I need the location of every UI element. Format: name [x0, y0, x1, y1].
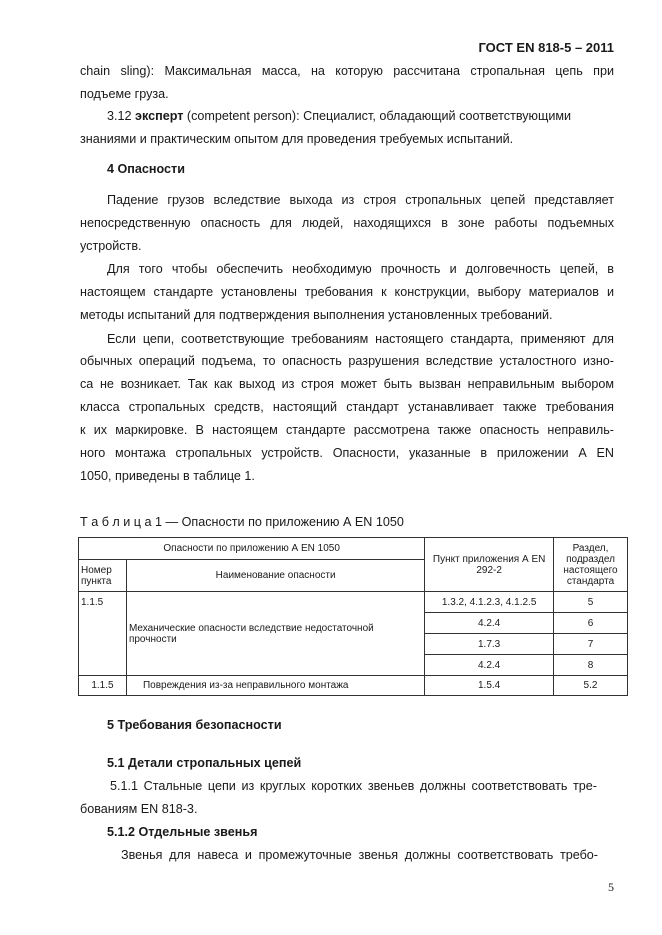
- paragraph-line: са не возникает. Так как выход из строя может быть вызван неправильным выбором: [80, 377, 614, 391]
- paragraph-line: методы испытаний для подтверждения выполнения установленных требований.: [80, 308, 553, 322]
- paragraph-line: класса стропальных средств, настоящий стандарт устанавливает также требования: [80, 400, 614, 414]
- table-group-header: Опасности по приложению А EN 1050: [79, 538, 425, 560]
- table-cell-clause: 4.2.4: [425, 613, 554, 634]
- definition-term: эксперт: [135, 109, 184, 123]
- paragraph-line: непосредственную опасность для людей, находящихся в зоне работы подъемных: [80, 216, 614, 230]
- page-number: 5: [608, 880, 614, 894]
- table-cell-name: Повреждения из-за неправильного монтажа: [126, 676, 424, 696]
- section-heading-5-1: 5.1 Детали стропальных цепей: [107, 756, 302, 770]
- table-header-number: Номер пункта: [79, 560, 127, 592]
- table-header-clause: Пункт приложения А EN 292-2: [425, 538, 554, 592]
- table-cell-clause: 1.7.3: [425, 634, 554, 655]
- definition-number: 3.12: [107, 109, 136, 123]
- paragraph-line: Падение грузов вследствие выхода из строя стропальных цепей представляет: [107, 193, 614, 207]
- paragraph-line: настоящем стандарте установлены требования к конструкции, выбору материалов и: [80, 285, 614, 299]
- table-cell-clause: 1.5.4: [425, 676, 554, 696]
- paragraph-line: знаниями и практическим опытом для проведения требуемых испытаний.: [80, 132, 514, 146]
- section-heading-5-1-2: 5.1.2 Отдельные звенья: [107, 825, 258, 839]
- table-cell-clause: 4.2.4: [425, 655, 554, 676]
- table-cell-section: 5: [554, 592, 628, 613]
- paragraph-line: Звенья для навеса и промежуточные звенья должны соответствовать требо-: [121, 848, 598, 862]
- paragraph-line: 5.1.1 Стальные цепи из круглых коротких звеньев должны соответствовать тре-: [110, 779, 597, 793]
- table-cell-section: 5.2: [554, 676, 628, 696]
- table-header-section: Раздел, подраздел настоящего стандарта: [554, 538, 628, 592]
- section-heading-5: 5 Требования безопасности: [107, 718, 282, 732]
- table-cell-section: 7: [554, 634, 628, 655]
- paragraph-line: 1050, приведены в таблице 1.: [80, 469, 255, 483]
- hazards-table: [78, 537, 628, 696]
- paragraph-line: обычных операций подъема, то опасность разрушения вследствие усталостного изно-: [80, 354, 614, 368]
- table-header-name: Наименование опасности: [126, 560, 424, 592]
- paragraph-line: chain sling): Максимальная масса, на которую рассчитана стропальная цепь при: [80, 64, 614, 78]
- table-cell-section: 6: [554, 613, 628, 634]
- table-cell-clause: 1.3.2, 4.1.2.3, 4.1.2.5: [425, 592, 554, 613]
- paragraph-line: Если цепи, соответствующие требованиям настоящего стандарта, применяют для: [107, 332, 614, 346]
- document-header: ГОСТ EN 818-5 – 2011: [478, 40, 614, 55]
- section-heading-4: 4 Опасности: [107, 162, 185, 176]
- paragraph-line: устройств.: [80, 239, 142, 253]
- definition-3-12: [107, 108, 571, 124]
- definition-text: (competent person): Специалист, обладающий соответствующими: [183, 109, 572, 123]
- table-caption: Т а б л и ц а 1 — Опасности по приложению А EN 1050: [80, 515, 404, 529]
- paragraph-line: к их маркировке. В настоящем стандарте рассмотрена также опасность неправиль-: [80, 423, 614, 437]
- paragraph-line: ного монтажа стропальных устройств. Опасности, указанные в приложении А EN: [80, 446, 614, 460]
- paragraph-line: подъеме груза.: [80, 87, 169, 101]
- table-cell-name: Механические опасности вследствие недостаточной прочности: [126, 592, 424, 676]
- table-cell-section: 8: [554, 655, 628, 676]
- paragraph-line: Для того чтобы обеспечить необходимую прочность и долговечность цепей, в: [107, 262, 614, 276]
- paragraph-line: бованиям EN 818-3.: [80, 802, 198, 816]
- table-cell-number: 1.1.5: [79, 676, 127, 696]
- table-cell-number: 1.1.5: [79, 592, 127, 676]
